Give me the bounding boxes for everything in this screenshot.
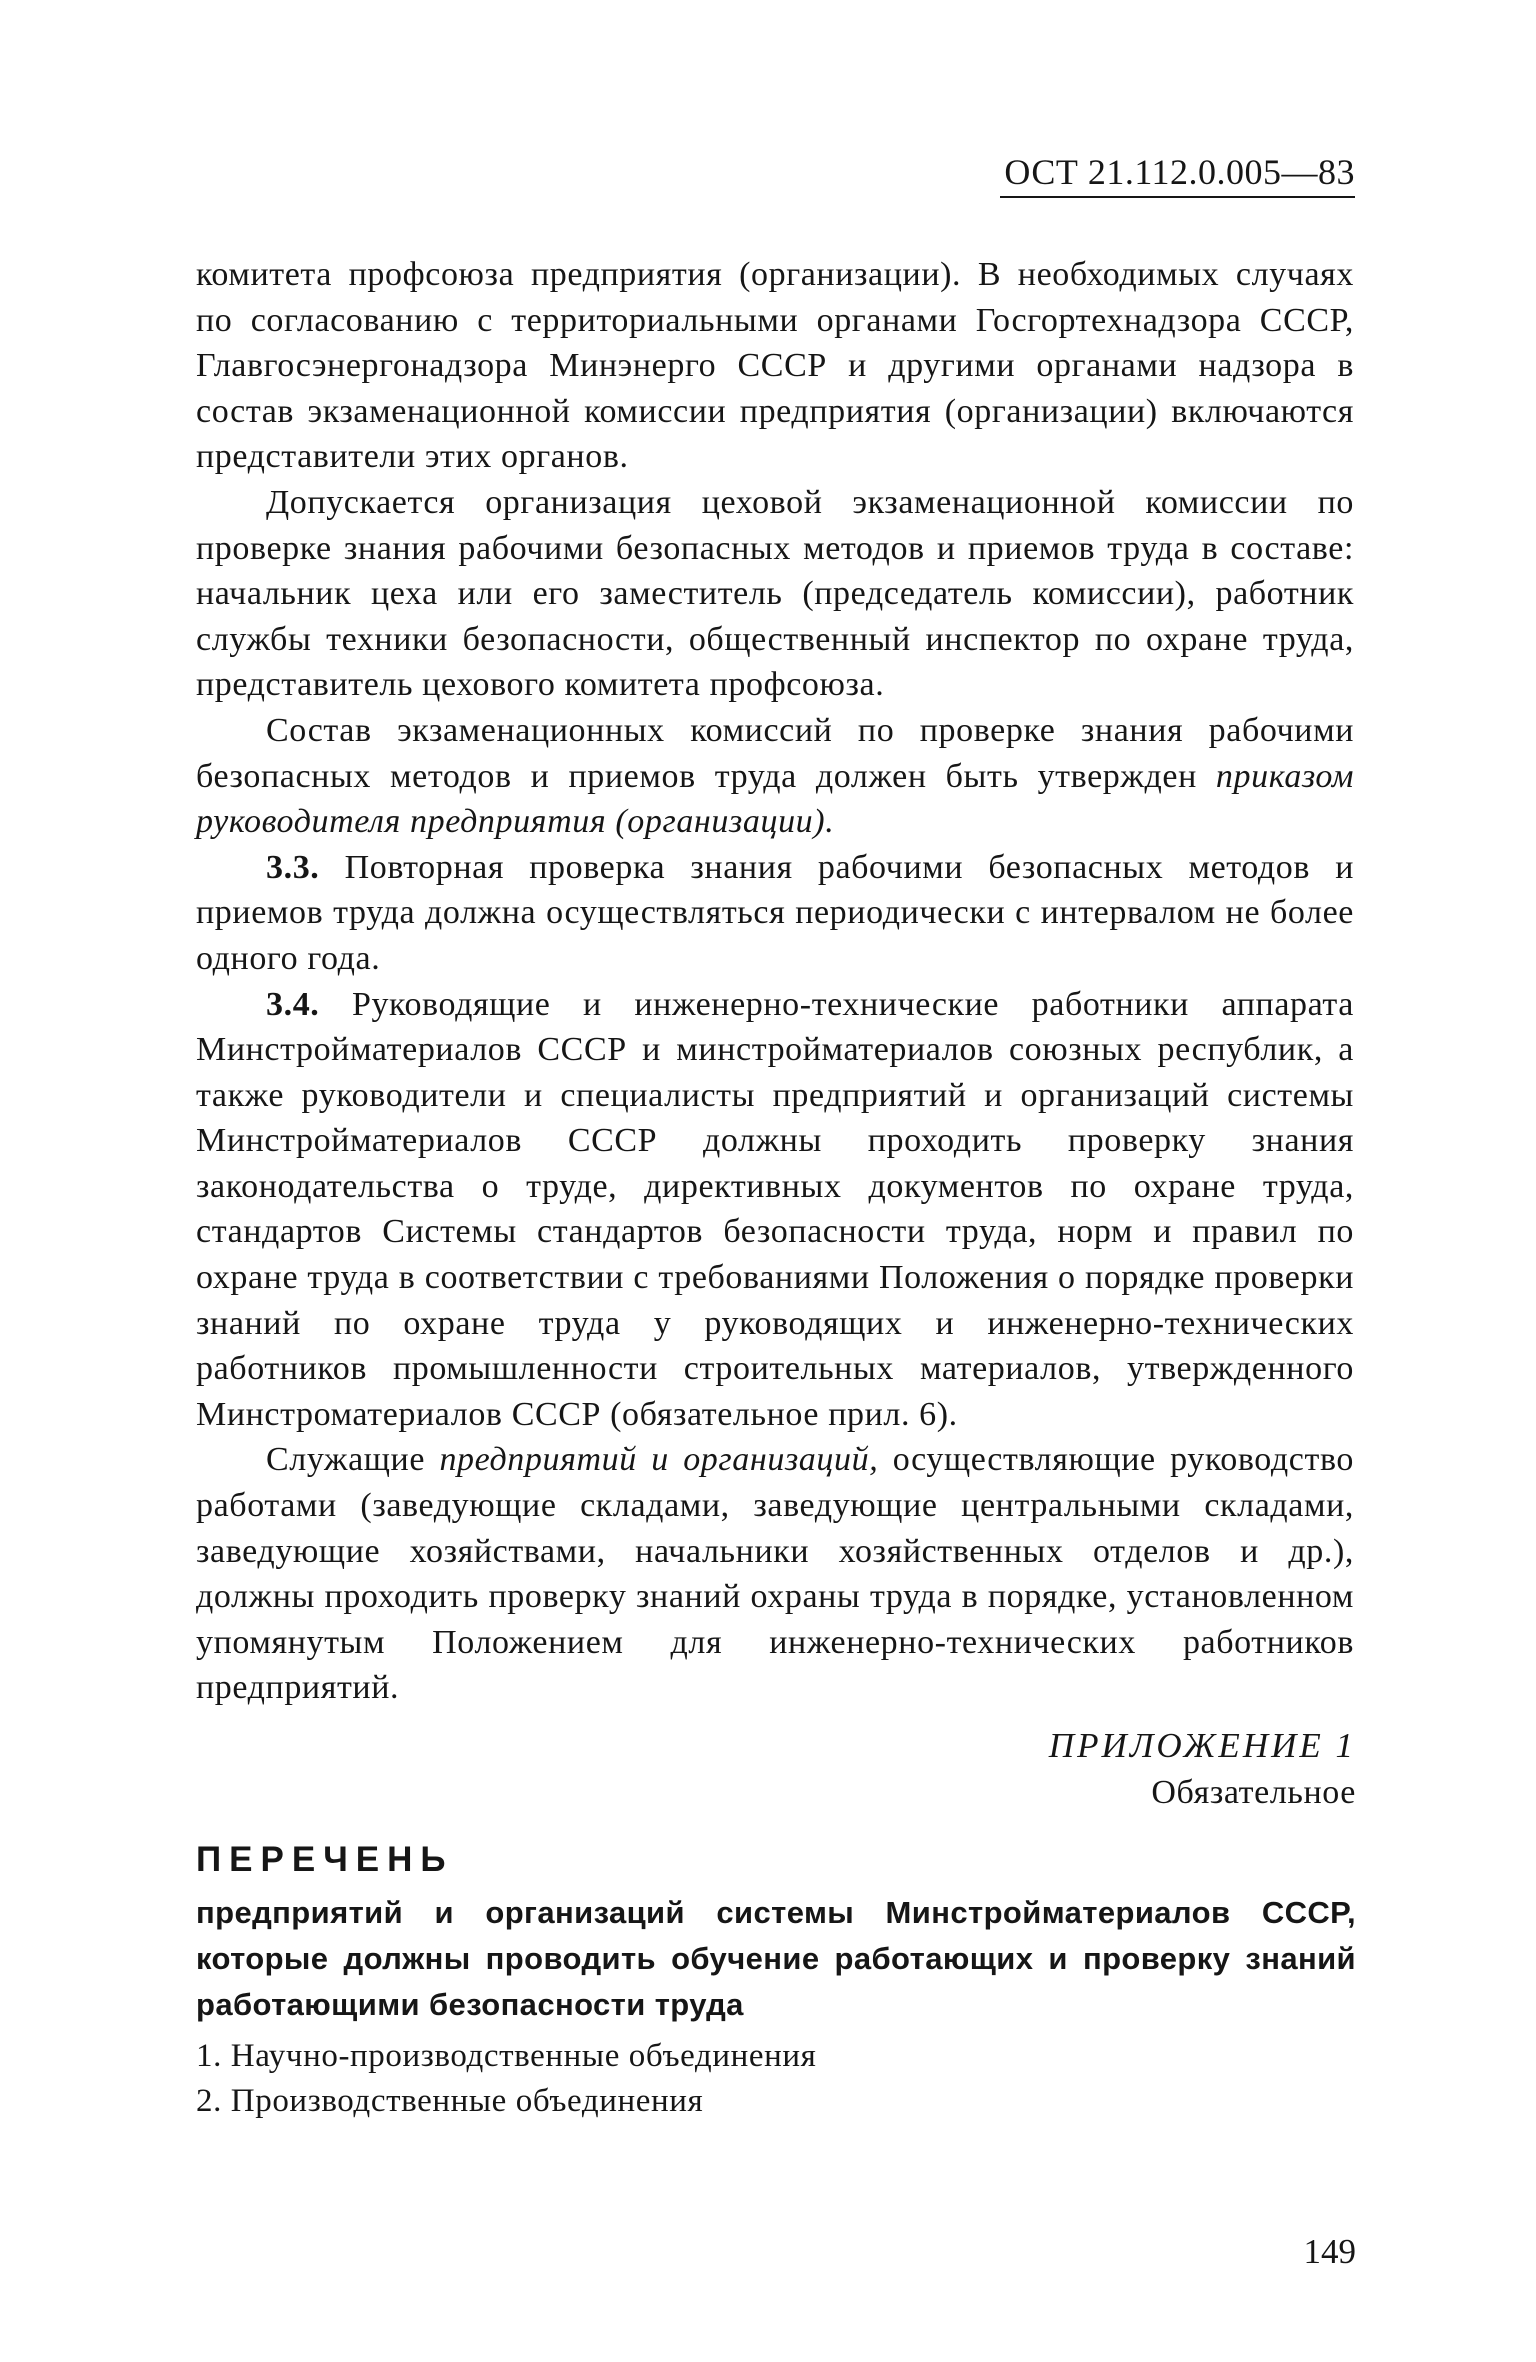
paragraph-2: Допускается организация цеховой экзаменационной комиссии по проверке знания рабочими безопасных методов и приемов труда в составе: начальник цеха или его заместитель (председатель комиссии), работник службы техники безопасности, общественный инспектор по охране труда, представитель цехового комитета профсоюза. — [196, 483, 1354, 704]
appendix-label: ПРИЛОЖЕНИЕ 1 — [1048, 1726, 1356, 1765]
document-code: ОСТ 21.112.0.005—83 — [1004, 152, 1355, 192]
list-item: 2. Производственные объединения — [196, 2083, 704, 2119]
paragraph-6-italic: предприятий и организаций, — [439, 1441, 879, 1479]
clause-3-4-text: Руководящие и инженерно-технические работники аппарата Минстройматериалов СССР и минстройматериалов союзных республик, а также руководители и специалисты предприятий и организаций системы Минстройматериалов СССР должны проходить проверку знания законодательства о труде, директивных документов по охране труда, стандартов Системы стандартов безопасности труда, норм и правил по охране труда в соответствии с требованиями Положения о порядке проверки знаний по охране труда у руководящих и инженерно-технических работников промышленности строительных материалов, утвержденного Минстроматериалов СССР (обязательное прил. 6). — [196, 985, 1354, 1433]
clause-3-3-text: Повторная проверка знания рабочими безопасных методов и приемов труда должна осуществляться периодически с интервалом не более одного года. — [196, 848, 1354, 977]
paragraph-6 — [196, 1437, 1354, 1711]
page-number: 149 — [1303, 2232, 1356, 2271]
clause-number-3-4: 3.4. — [266, 985, 320, 1023]
paragraph-1: комитета профсоюза предприятия (организации). В необходимых случаях по согласованию с территориальными органами Госгортехнадзора СССР, Главгосэнергонадзора Минэнерго СССР и другими органами надзора в состав экзаменационной комиссии предприятия (организации) включаются представители этих органов. — [196, 256, 1354, 476]
paragraph-6-rest: осуществляющие руководство работами (заведующие складами, заведующие центральными складами, заведующие хозяйствами, начальники хозяйственных отделов и др.), должны проходить проверку знаний охраны труда в порядке, установленном упомянутым Положением для инженерно-технических работников предприятий. — [196, 1441, 1354, 1707]
paragraph-3-text: Состав экзаменационных комиссий по проверке знания рабочими безопасных методов и приемов труда должен быть утвержден — [196, 711, 1354, 795]
paragraph-3-4 — [196, 982, 1354, 1438]
paragraph-6-start: Служащие — [266, 1441, 426, 1479]
list-item: 1. Научно-производственные объединения — [196, 2038, 817, 2074]
header-rule — [1000, 196, 1355, 198]
list-description: предприятий и организаций системы Минстройматериалов СССР, которые должны проводить обучение работающих и проверку знаний работающими безопасности труда — [196, 1895, 1356, 2022]
paragraph-3 — [196, 708, 1354, 845]
list-title: ПЕРЕЧЕНЬ — [196, 1840, 454, 1879]
clause-number-3-3: 3.3. — [266, 848, 320, 886]
paragraph-3-3 — [196, 845, 1354, 982]
appendix-status: Обязательное — [1151, 1774, 1356, 1811]
paragraph-3-italic: приказом руководителя предприятия (организации). — [196, 757, 1354, 841]
organization-list — [196, 2034, 1356, 2124]
body-text — [196, 252, 1354, 1711]
